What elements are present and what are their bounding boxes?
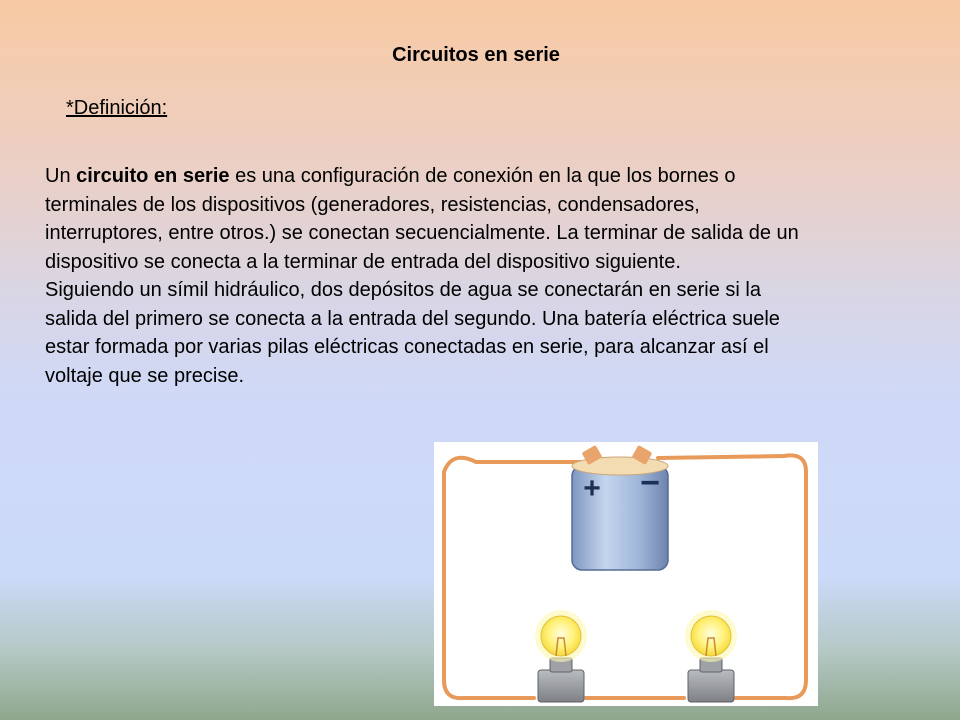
- paragraph-term: circuito en serie: [76, 165, 230, 187]
- definition-label: *Definición:: [66, 97, 168, 119]
- series-circuit-illustration: [434, 442, 818, 706]
- slide-title: Circuitos en serie: [392, 44, 560, 66]
- paragraph-rest: es una configuración de conexión en la que los bornes o terminales de los dispositivos (generadores, resistencias, condensadores, interruptores, entre otros.) se conectan secuencialmente. La terminar de salida de un dispositivo se conecta a la terminar de entrada del dispositivo siguiente.: [45, 165, 799, 273]
- battery-plus-icon: +: [583, 472, 601, 505]
- light-bulb-icon-left: [535, 610, 587, 702]
- paragraph-intro: Un: [45, 165, 77, 187]
- light-bulb-icon-right: [685, 610, 737, 702]
- paragraph-hydraulic: Siguiendo un símil hidráulico, dos depósitos de agua se conectarán en serie si la salida del primero se conecta a la entrada del segundo. Una batería eléctrica suele estar formada por varias pilas eléctricas conectadas en serie, para alcanzar así el voltaje que se precise.: [45, 279, 780, 387]
- paragraph-definition: [45, 162, 815, 276]
- battery-icon: [572, 445, 668, 570]
- body-text: [45, 162, 815, 390]
- battery-minus-icon: −: [640, 464, 660, 502]
